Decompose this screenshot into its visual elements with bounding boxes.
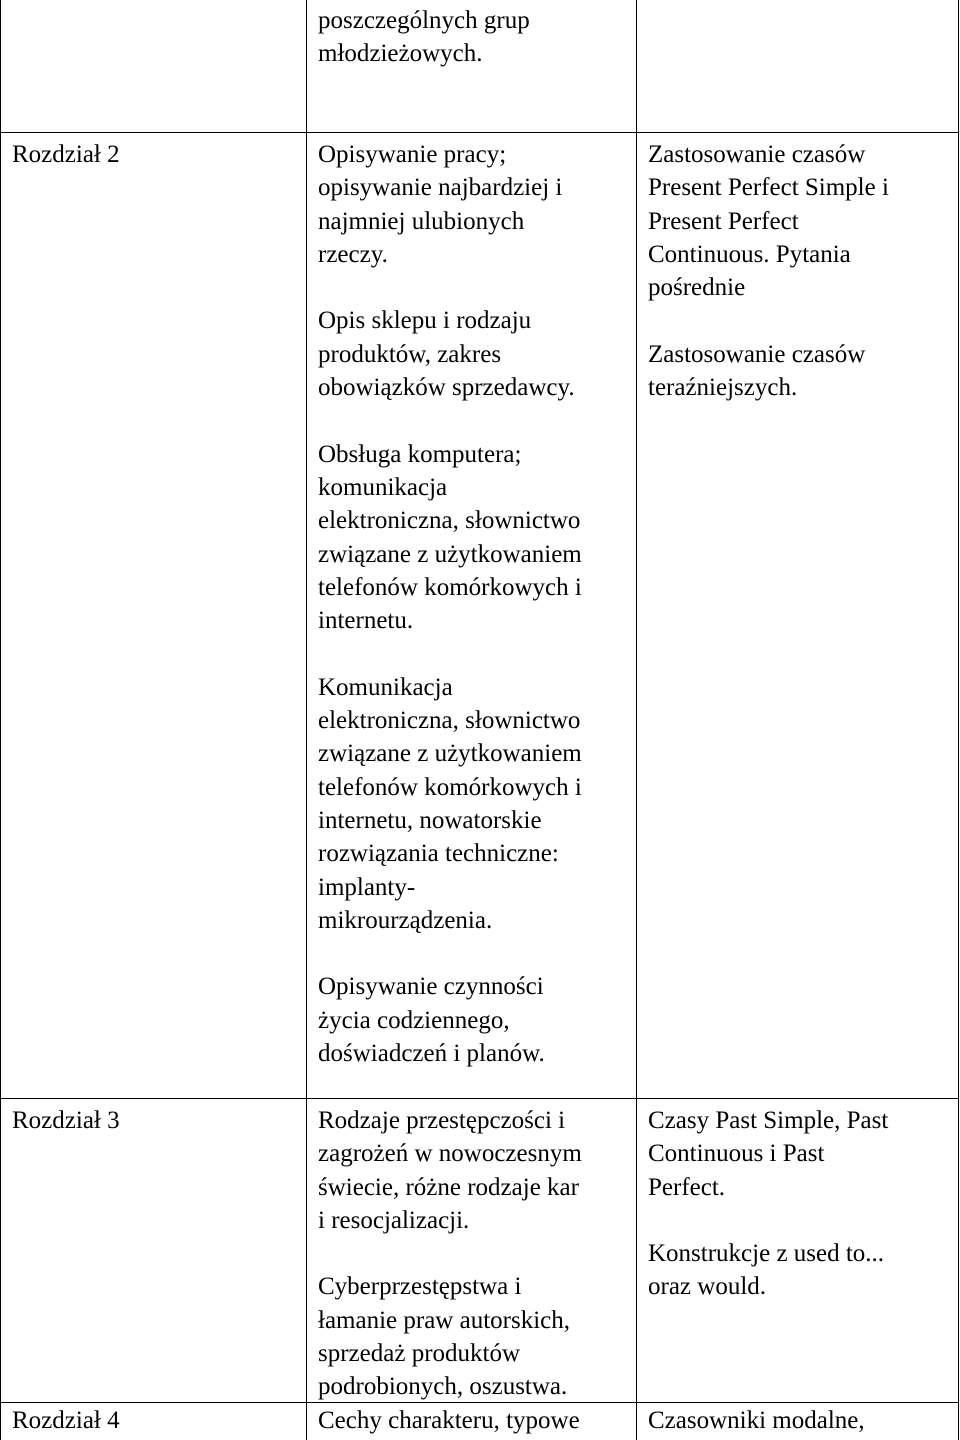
table-cell-topics-row-0 [318, 4, 630, 71]
topic-paragraph: Opisywanie pracy; opisywanie najbardziej i najmniej ulubionych rzeczy. [318, 141, 563, 268]
grammar-paragraph: Zastosowanie czasów Present Perfect Simple i Present Perfect Continuous. Pytania pośrednie [648, 141, 889, 302]
table-column-divider-2 [636, 0, 637, 1440]
table-cell-topics-row-2 [318, 1104, 630, 1404]
topic-paragraph: Obsługa komputera; komunikacja elektroniczna, słownictwo związane z użytkowaniem telefonów komórkowych i internetu. [318, 440, 582, 635]
topic-paragraph: Opisywanie czynności życia codziennego, doświadczeń i planów. [318, 973, 545, 1068]
table-border-left [0, 0, 1, 1440]
table-cell-grammar-row-3 [648, 1404, 954, 1437]
grammar-paragraph: Konstrukcje z used to... oraz would. [648, 1240, 885, 1301]
table-border-right [958, 0, 959, 1440]
grammar-paragraph: Czasowniki modalne, [648, 1407, 865, 1434]
chapter-label: Rozdział 3 [12, 1107, 120, 1134]
table-cell-grammar-row-1 [648, 138, 954, 404]
grammar-paragraph: Zastosowanie czasów teraźniejszych. [648, 340, 866, 402]
table-cell-chapter-row-3 [12, 1404, 302, 1437]
table-cell-chapter-row-1 [12, 138, 302, 171]
table-column-divider-1 [306, 0, 307, 1440]
table-row-divider-2 [0, 1098, 959, 1099]
table-cell-topics-row-3 [318, 1404, 630, 1437]
table-cell-grammar-row-2 [648, 1104, 954, 1304]
topic-paragraph: Opis sklepu i rodzaju produktów, zakres obowiązków sprzedawcy. [318, 307, 575, 402]
topic-paragraph: Rodzaje przestępczości i zagrożeń w nowoczesnym świecie, różne rodzaje kar i resocjalizacji. [318, 1107, 582, 1234]
topic-paragraph: Cyberprzestępstwa i łamanie praw autorskich, sprzedaż produktów podrobionych, oszustwa. [318, 1273, 570, 1401]
topic-paragraph: Komunikacja elektroniczna, słownictwo związane z użytkowaniem telefonów komórkowych i internetu, nowatorskie rozwiązania techniczne: implanty- mikrourządzenia. [318, 673, 582, 934]
table-cell-topics-row-1 [318, 138, 630, 1070]
topic-paragraph: Cechy charakteru, typowe [318, 1407, 580, 1434]
table-row-divider-1 [0, 132, 959, 133]
table-cell-chapter-row-2 [12, 1104, 302, 1137]
grammar-paragraph: Czasy Past Simple, Past Continuous i Past Perfect. [648, 1107, 889, 1201]
chapter-label: Rozdział 4 [12, 1407, 120, 1434]
topic-paragraph: poszczególnych grup młodzieżowych. [318, 7, 530, 68]
chapter-label: Rozdział 2 [12, 141, 120, 168]
